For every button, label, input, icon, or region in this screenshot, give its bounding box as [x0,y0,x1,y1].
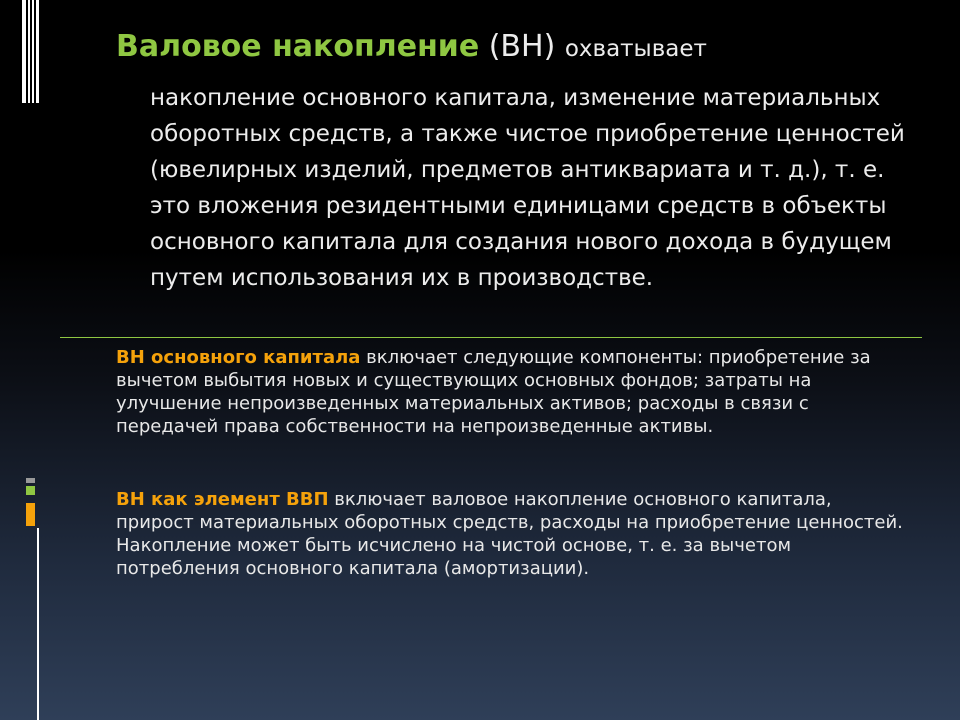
paragraph-fixed-capital [116,346,906,438]
paragraph-highlight: ВН как элемент ВВП [116,489,329,510]
deco-tick-green [26,486,35,495]
paragraph-highlight: ВН основного капитала [116,347,361,368]
paragraph-text: включает валовое накопление основного капитала, прирост материальных оборотных средств, расходы на приобретение ценностей. Накопление может быть исчислено на чистой основе, т. е. за вычетом потребления основного капитала (амортизации). [116,489,903,579]
deco-vertical-line [37,528,39,720]
deco-tick-gray [26,478,35,483]
title-rest: охватывает [564,36,707,62]
paragraph-gdp-element [116,488,906,580]
title-body: накопление основного капитала, изменение материальных оборотных средств, а также чистое приобретение ценностей (ювелирных изделий, предметов антиквариата и т. д.), т. е. это вложения резидентными единицами средств в объекты основного капитала для создания нового дохода в будущем путем использования их в производстве. [150,85,905,291]
paragraph-text: включает следующие компоненты: приобретение за вычетом выбытия новых и существующих основных фондов; затраты на улучшение непроизведенных материальных активов; расходы в связи с передачей права собственности на непроизведенные активы. [116,347,871,437]
title-abbreviation: (ВН) [488,29,556,64]
title-line [116,30,896,66]
divider-line [60,337,922,338]
deco-line-4 [36,0,39,103]
deco-tick-orange [26,503,35,526]
deco-line-2 [28,0,30,103]
deco-line-3 [32,0,34,103]
deco-line-1 [22,0,26,103]
title-highlight: Валовое накопление [116,29,480,64]
